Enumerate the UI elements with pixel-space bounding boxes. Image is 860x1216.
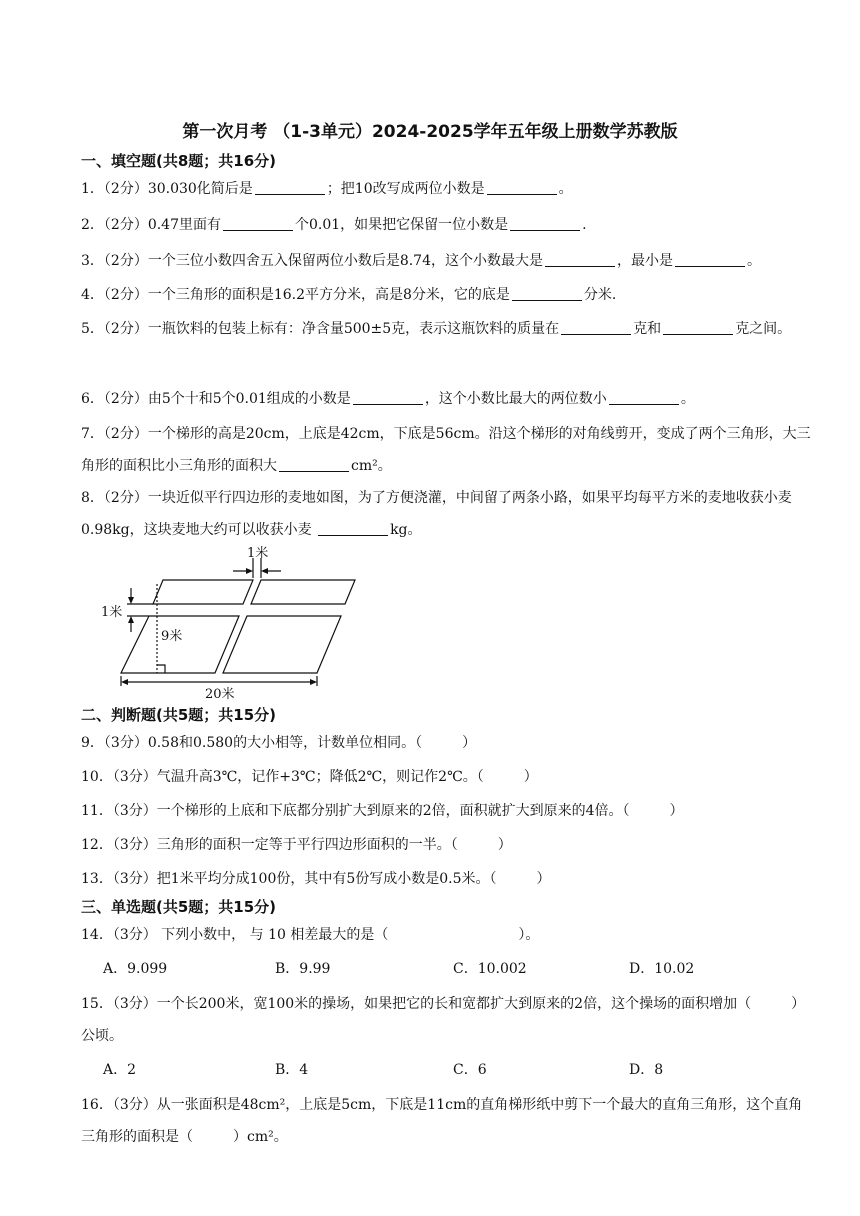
- field-piece-top-right: [251, 580, 355, 604]
- answer-blank[interactable]: [510, 216, 580, 231]
- question-16: 16．（3分）从一张面积是48cm²，上底是5cm，下底是11cm的直角梯形纸中剪下一个最大的直角三角形，这个直角三角形的面积是（ ）cm²。: [81, 1097, 803, 1145]
- field-diagram: [95, 540, 375, 705]
- answer-blank[interactable]: [545, 252, 615, 267]
- answer-blank[interactable]: [318, 521, 388, 536]
- question-8: 8．（2分）一块近似平行四边形的麦地如图，为了方便浇灌，中间留了两条小路，如果平均每平方米的麦地收获小麦0.98kg，这块麦地大约可以收获小麦 kg。: [81, 490, 792, 538]
- option-a[interactable]: A．2: [103, 1062, 137, 1078]
- answer-blank[interactable]: [663, 320, 733, 335]
- field-piece-bottom-left: [121, 616, 239, 673]
- question-15: 15．（3分）一个长200米，宽100米的操场，如果把它的长和宽都扩大到原来的2倍，这个操场的面积增加（ ）公顷。: [81, 996, 806, 1044]
- question-12: 12．（3分）三角形的面积一定等于平行四边形面积的一半。（ ）: [81, 837, 512, 853]
- answer-blank[interactable]: [512, 286, 582, 301]
- question-4: 4．（2分）一个三角形的面积是16.2平方分米，高是8分米，它的底是 分米.: [81, 287, 617, 303]
- path-height-label: 1米: [101, 605, 123, 620]
- field-piece-top-left: [153, 580, 253, 604]
- section-fill-in: 一、填空题(共8题；共16分): [81, 152, 277, 170]
- section-true-false: 二、判断题(共5题；共15分): [81, 706, 277, 724]
- question-3: 3．（2分）一个三位小数四舍五入保留两位小数后是8.74，这个小数最大是 ，最小是 。: [81, 253, 761, 269]
- page-title: 第一次月考 （1-3单元）2024-2025学年五年级上册数学苏教版: [182, 122, 678, 142]
- question-1: 1．（2分）30.030化简后是 ；把10改写成两位小数是 。: [81, 181, 573, 197]
- answer-blank[interactable]: [609, 390, 679, 405]
- question-7: 7．（2分）一个梯形的高是20cm，上底是42cm，下底是56cm。沿这个梯形的对角线剪开，变成了两个三角形，大三角形的面积比小三角形的面积大 cm²。: [81, 426, 811, 474]
- field-piece-bottom-right: [223, 616, 341, 673]
- answer-blank[interactable]: [279, 457, 349, 472]
- answer-blank[interactable]: [561, 320, 631, 335]
- question-5: 5．（2分）一瓶饮料的包装上标有：净含量500±5克，表示这瓶饮料的质量在 克和 克之间。: [81, 321, 792, 337]
- option-d[interactable]: D．10.02: [629, 961, 695, 977]
- path-width-label: 1米: [247, 546, 269, 561]
- option-b[interactable]: B．9.99: [275, 961, 331, 977]
- answer-blank[interactable]: [255, 180, 325, 195]
- question-10: 10．（3分）气温升高3℃，记作+3℃；降低2℃，则记作2℃。（ ）: [81, 769, 538, 785]
- answer-blank[interactable]: [223, 216, 293, 231]
- section-single-choice: 三、单选题(共5题；共15分): [81, 898, 277, 916]
- option-c[interactable]: C．10.002: [453, 961, 527, 977]
- question-6: 6．（2分）由5个十和5个0.01组成的小数是 ，这个小数比最大的两位数小 。: [81, 391, 695, 407]
- answer-blank[interactable]: [487, 180, 557, 195]
- question-14: 14．（3分） 下列小数中， 与 10 相差最大的是（ ）。: [81, 927, 540, 943]
- answer-blank[interactable]: [675, 252, 745, 267]
- question-13: 13．（3分）把1米平均分成100份，其中有5份写成小数是0.5米。（ ）: [81, 871, 551, 887]
- parallelogram-height-label: 9米: [161, 629, 183, 644]
- question-11: 11．（3分）一个梯形的上底和下底都分别扩大到原来的2倍，面积就扩大到原来的4倍。（ ）: [81, 803, 684, 819]
- option-a[interactable]: A．9.099: [103, 961, 168, 977]
- question-9: 9．（3分）0.58和0.580的大小相等，计数单位相同。（ ）: [81, 735, 477, 751]
- base-length-label: 20米: [205, 687, 235, 702]
- question-2: 2．（2分）0.47里面有 个0.01，如果把它保留一位小数是 .: [81, 217, 587, 233]
- option-c[interactable]: C．6: [453, 1062, 487, 1078]
- option-d[interactable]: D．8: [629, 1062, 664, 1078]
- answer-blank[interactable]: [353, 390, 423, 405]
- option-b[interactable]: B．4: [275, 1062, 309, 1078]
